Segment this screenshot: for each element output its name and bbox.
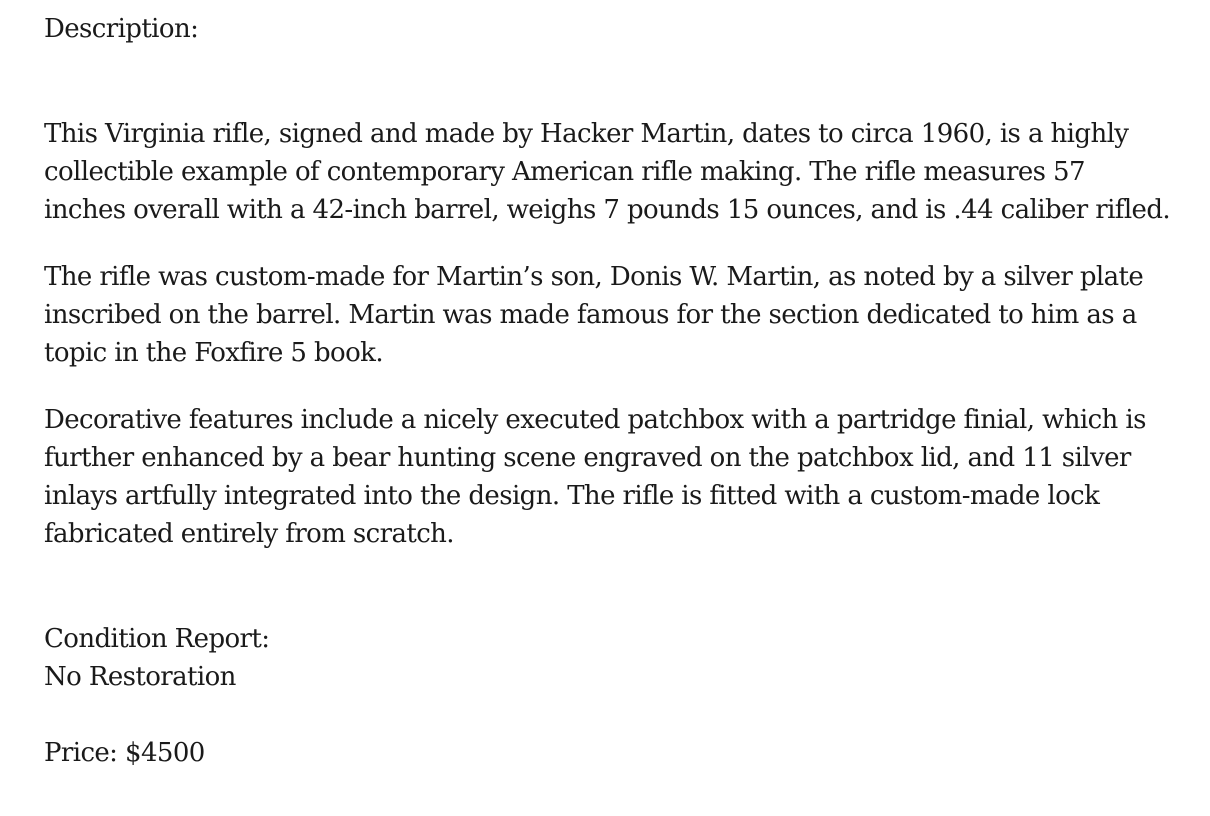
condition-report-value: No Restoration (44, 662, 236, 692)
description-paragraph-2: The rifle was custom-made for Martin’s son, Donis W. Martin, as noted by a silver plate inscribed on the barrel. Martin was made famous for the section dedicated to him as a topic in the Foxfire 5 book. (44, 262, 1144, 368)
listing-document (44, 10, 1174, 772)
description-paragraph-3: Decorative features include a nicely executed patchbox with a partridge finial, which is further enhanced by a bear hunting scene engraved on the patchbox lid, and 11 silver inlays artfully integrated into the design. The rifle is fitted with a custom-made lock fabricated entirely from scratch. (44, 405, 1146, 549)
description-paragraph-1: This Virginia rifle, signed and made by Hacker Martin, dates to circa 1960, is a highly collectible example of contemporary American rifle making. The rifle measures 57 inches overall with a 42-inch barrel, weighs 7 pounds 15 ounces, and is .44 caliber rifled. (44, 119, 1171, 225)
condition-report (44, 620, 1174, 696)
price-text: Price: $4500 (44, 738, 205, 768)
condition-report-label: Condition Report: (44, 624, 270, 654)
description-heading: Description: (44, 14, 199, 44)
